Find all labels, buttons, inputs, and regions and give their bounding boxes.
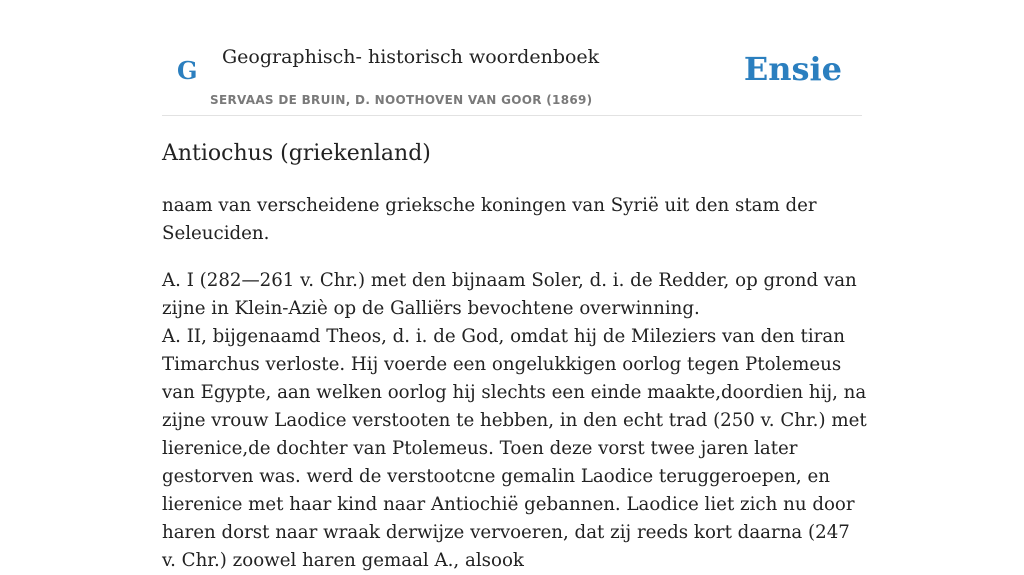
article-paragraph: naam van verscheidene grieksche koningen van Syrië uit den stam der Seleuciden. [162, 195, 817, 244]
index-letter[interactable]: G [177, 56, 198, 85]
book-title[interactable]: Geographisch- historisch woordenboek [222, 46, 600, 68]
article-paragraph: A. II, bijgenaamd Theos, d. i. de God, omdat hij de Mileziers van den tiran Timarchus verloste. Hij voerde een ongelukkigen oorlog tegen Ptolemeus van Egypte, aan welken oorlog hij slechts een einde maakte,doordien hij, na zijne vrouw Laodice verstooten te hebben, in den echt trad (250 v. Chr.) met lierenice,de dochter van Ptolemeus. Toen deze vorst twee jaren later gestorven was. werd de verstootcne gemalin Laodice teruggeroepen, en lierenice met haar kind naar Antiochië gebannen. Laodice liet zich nu door haren dorst naar wraak derwijze vervoeren, dat zij reeds kort daarna (247 v. Chr.) zoowel haren gemaal A., alsook [162, 326, 867, 571]
ensie-logo-link[interactable]: Ensie [743, 50, 842, 88]
book-author: SERVAAS DE BRUIN, D. NOOTHOVEN VAN GOOR (1869) [210, 93, 593, 107]
article-title: Antiochus (griekenland) [162, 141, 431, 166]
article-paragraph: A. I (282—261 v. Chr.) met den bijnaam Soler, d. i. de Redder, op grond van zijne in Klein-Aziè op de Galliërs bevochtene overwinning. [162, 270, 857, 319]
article [162, 138, 868, 575]
page-header [162, 40, 862, 116]
